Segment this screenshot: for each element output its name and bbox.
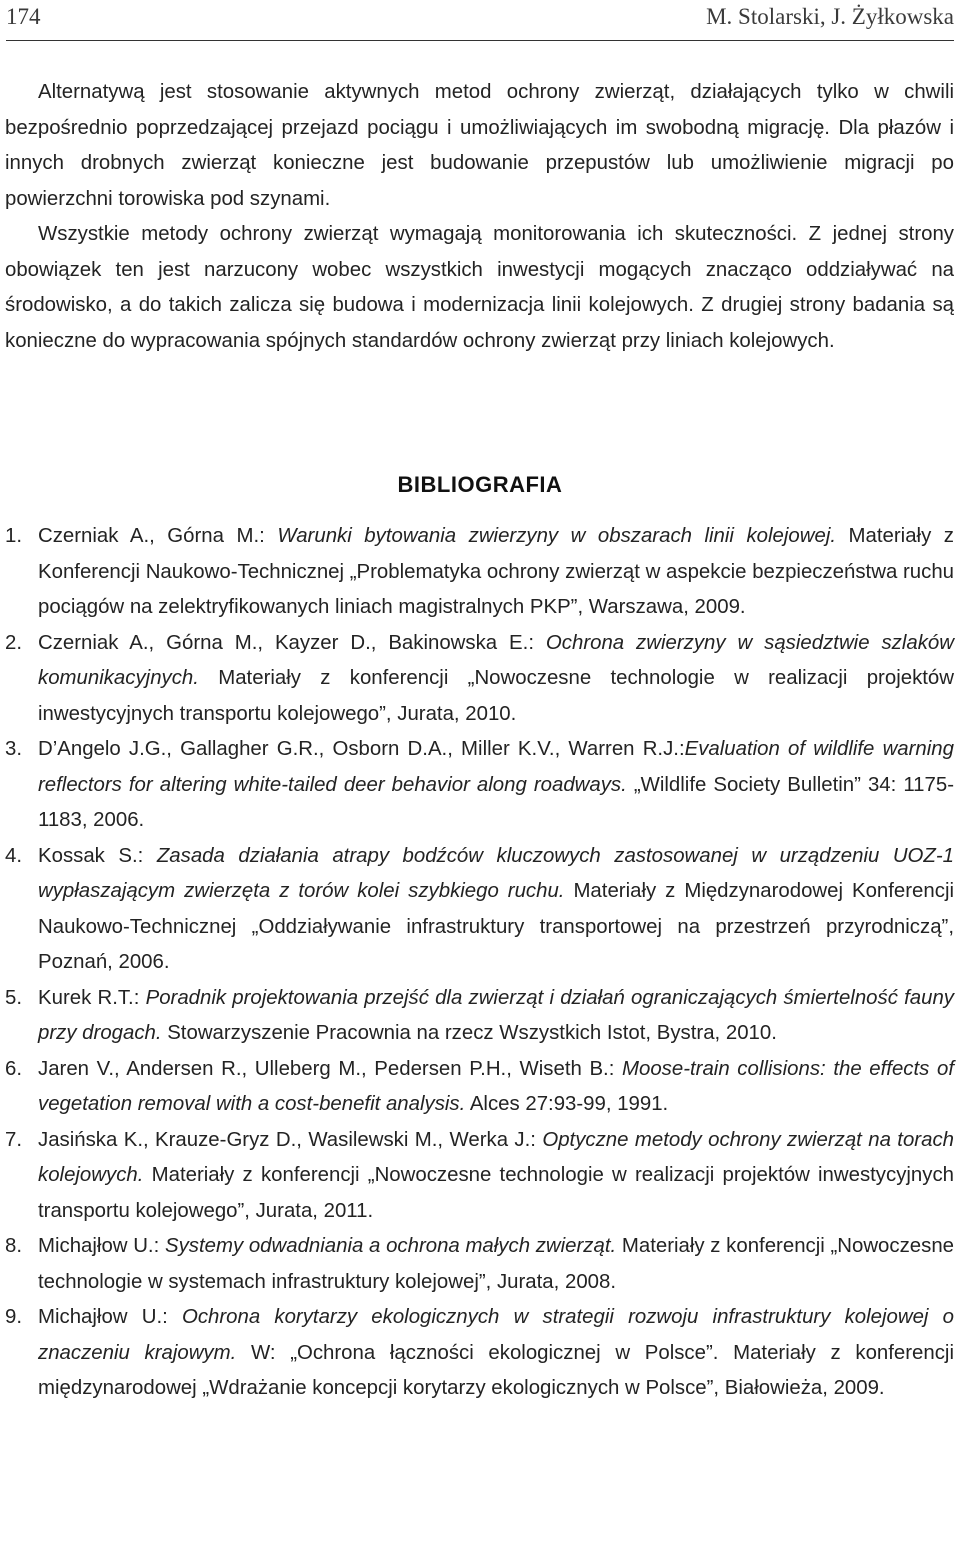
- entry-number: 9.: [5, 1306, 23, 1328]
- paragraph: Wszystkie metody ochrony zwierząt wymagają monitorowania ich skuteczności. Z jednej strony obowiązek ten jest narzucony wobec wszystkich inwestycji mogących znacząco oddziaływać na środowisko, a do takich zalicza się budowa i modernizacja linii kolejowych. Z drugiej strony badania są konieczne do wypracowania spójnych standardów ochrony zwierząt przy liniach kolejowych.: [5, 223, 954, 352]
- entry-authors: Michajłow U.:: [38, 1306, 182, 1328]
- entry-authors: Kurek R.T.:: [38, 986, 146, 1009]
- paragraph: Alternatywą jest stosowanie aktywnych metod ochrony zwierząt, działających tylko w chwili bezpośrednio poprzedzającej przejazd pociągu i umożliwiających im swobodną migrację. Dla płazów i innych drobnych zwierząt konieczne jest budowanie przepustów lub umożliwienie migracji po powierzchni torowiska pod szynami.: [5, 81, 954, 210]
- entry-number: 1.: [5, 525, 23, 547]
- entry-title: Systemy odwadniania a ochrona małych zwierząt.: [164, 1235, 617, 1257]
- entry-title: Evaluation of wildlife warning reflectors for altering white-tailed deer behavior along roadways.: [38, 738, 954, 796]
- entry-title: Zasada działania atrapy bodźców kluczowych zastosowanej w urządzeniu UOZ-1 wypłaszającym zwierzęta z torów kolei szybkiego ruchu.: [38, 844, 954, 902]
- entry-details: „Wildlife Society Bulletin” 34: 1175-1183, 2006.: [38, 773, 954, 831]
- bibliography-heading: BIBLIOGRAFIA: [397, 472, 563, 497]
- entry-authors: Czerniak A., Górna M.:: [38, 525, 278, 547]
- bibliography-entry: [5, 1123, 954, 1230]
- entry-title: Warunki bytowania zwierzyny w obszarach linii kolejowej.: [277, 525, 837, 547]
- entry-title: Optyczne metody ochrony zwierząt na torach kolejowych.: [38, 1128, 954, 1186]
- entry-number: 6.: [5, 1057, 23, 1080]
- entry-title: Ochrona korytarzy ekologicznych w strategii rozwoju infrastruktury kolejowej o znaczeniu krajowym.: [38, 1306, 955, 1364]
- bibliography-list: [5, 519, 954, 1407]
- bibliography-entry: [5, 519, 954, 626]
- bibliography-entry: [5, 1229, 954, 1300]
- entry-details: Materiały z konferencji „Nowoczesne technologie w systemach infrastruktury kolejowej”, Jurata, 2008.: [38, 1235, 955, 1293]
- entry-number: 7.: [5, 1128, 23, 1151]
- bibliography-entry: [5, 732, 954, 839]
- entry-details: Materiały z Konferencji Naukowo-Technicznej „Problematyka ochrony zwierząt w aspekcie bezpieczeństwa ruchu pociągów na zelektryfikowanych liniach magistralnych PKP”, Warszawa, 2009.: [38, 525, 954, 618]
- entry-details: Materiały z konferencji „Nowoczesne technologie w realizacji projektów inwestycyjnych transportu kolejowego”, Jurata, 2011.: [38, 1164, 954, 1222]
- entry-number: 3.: [5, 738, 23, 760]
- entry-number: 2.: [5, 631, 23, 654]
- bibliography-entry: [5, 981, 954, 1052]
- entry-number: 4.: [5, 844, 23, 867]
- bibliography-entry: [5, 839, 954, 981]
- running-head: M. Stolarski, J. Żyłkowska: [706, 4, 954, 29]
- entry-details: Materiały z Międzynarodowej Konferencji Naukowo-Technicznej „Oddziaływanie infrastruktury transportowej na przestrzeń przyrodniczą”, Poznań, 2006.: [38, 880, 954, 973]
- entry-authors: Michajłow U.:: [38, 1235, 165, 1257]
- header-rule: [6, 40, 954, 41]
- entry-number: 5.: [5, 986, 23, 1009]
- body-text: [5, 75, 954, 359]
- entry-title: Poradnik projektowania przejść dla zwierząt i działań ograniczających śmiertelność fauny przy drogach.: [38, 986, 954, 1044]
- entry-authors: Jasińska K., Krauze-Gryz D., Wasilewski M., Werka J.:: [38, 1128, 543, 1151]
- entry-details: W: „Ochrona łączności ekologicznej w Polsce”. Materiały z konferencji międzynarodowej „Wdrażanie koncepcji korytarzy ekologicznych w Polsce”, Białowieża, 2009.: [38, 1341, 954, 1399]
- entry-details: Alces 27:93-99, 1991.: [465, 1093, 669, 1115]
- entry-authors: Jaren V., Andersen R., Ulleberg M., Pedersen P.H., Wiseth B.:: [38, 1057, 623, 1080]
- entry-authors: Czerniak A., Górna M., Kayzer D., Bakinowska E.:: [38, 631, 546, 654]
- page-header: [0, 0, 960, 44]
- entry-details: Materiały z konferencji „Nowoczesne technologie w realizacji projektów inwestycyjnych transportu kolejowego”, Jurata, 2010.: [38, 667, 954, 725]
- entry-authors: D’Angelo J.G., Gallagher G.R., Osborn D.A., Miller K.V., Warren R.J.:: [38, 738, 685, 760]
- entry-title: Moose-train collisions: the effects of vegetation removal with a cost-benefit analysis.: [38, 1057, 954, 1115]
- bibliography-entry: [5, 1300, 954, 1407]
- bibliography-entry: [5, 1052, 954, 1123]
- entry-title: Ochrona zwierzyny w sąsiedztwie szlaków komunikacyjnych.: [38, 631, 954, 689]
- entry-number: 8.: [5, 1235, 23, 1257]
- entry-authors: Kossak S.:: [38, 844, 157, 867]
- page-number: 174: [6, 4, 41, 29]
- bibliography-entry: [5, 626, 954, 733]
- entry-details: Stowarzyszenie Pracownia na rzecz Wszystkich Istot, Bystra, 2010.: [161, 1022, 777, 1044]
